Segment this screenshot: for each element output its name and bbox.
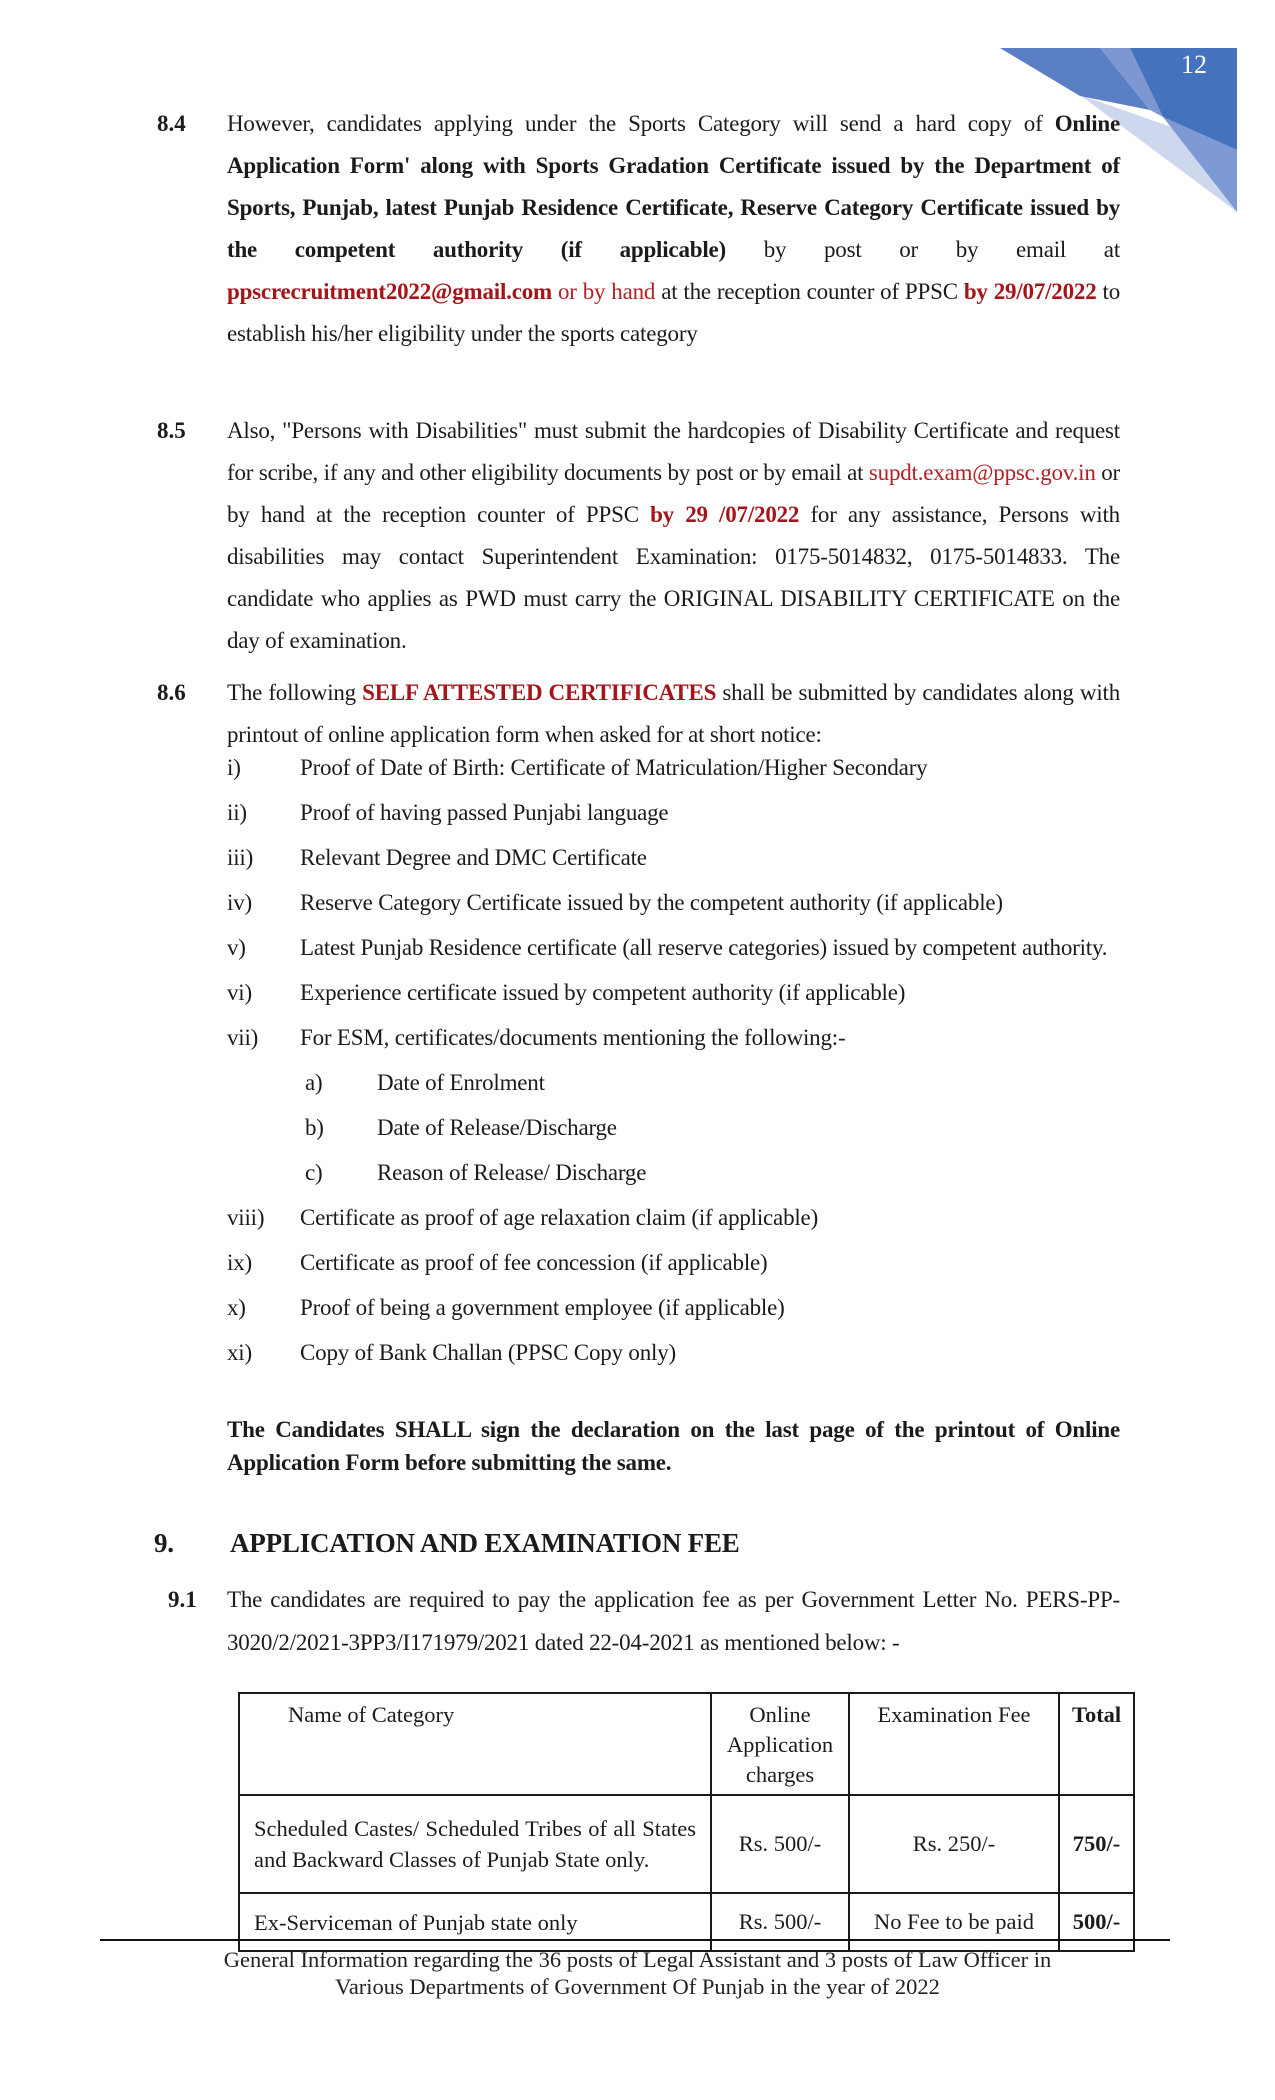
list-item-label: x): [227, 1295, 246, 1320]
cell-exam-fee: No Fee to be paid: [849, 1893, 1059, 1951]
section-8-4-paragraph: [227, 103, 1120, 355]
list-item-text: Proof of having passed Punjabi language: [300, 800, 669, 825]
list-item-text: Experience certificate issued by competent authority (if applicable): [300, 980, 906, 1005]
fee-table-row: [239, 1893, 1134, 1951]
text-run: shall be submitted by candidates along with printout of online application form when asked for at short notice:: [227, 680, 1120, 747]
cell-online-charges: Rs. 500/-: [711, 1795, 849, 1893]
cell-total: 750/-: [1059, 1795, 1134, 1893]
text-run: to establish his/her eligibility under the sports category: [227, 279, 1120, 346]
list-item: [227, 880, 1120, 925]
text-run: However, candidates applying under the Sports Category will send a hard copy of: [227, 111, 1055, 136]
list-item: [227, 1330, 1120, 1375]
section-9-number: 9.: [154, 1528, 174, 1558]
list-item-text: Proof of being a government employee (if applicable): [300, 1295, 785, 1320]
list-item: [227, 745, 1120, 790]
email-address: ppscrecruitment2022@gmail.com: [227, 279, 552, 304]
list-item: [227, 970, 1120, 1015]
text-run: The following: [227, 680, 363, 705]
list-item: [227, 925, 1120, 970]
section-8-6-number: 8.6: [157, 680, 186, 705]
list-item-text: Certificate as proof of fee concession (if applicable): [300, 1250, 768, 1275]
declaration-paragraph: The Candidates SHALL sign the declaration on the last page of the printout of Online Application Form before submitting the same.: [227, 1417, 1120, 1475]
header-online-application-charges: Online Application charges: [711, 1693, 849, 1795]
section-8-4-number: 8.4: [157, 111, 186, 136]
fee-table-row: [239, 1795, 1134, 1893]
list-sub-item: [305, 1105, 1120, 1150]
list-item: [227, 835, 1120, 880]
list-sub-item: [305, 1150, 1120, 1195]
list-item-label: i): [227, 755, 241, 780]
list-item: [227, 1015, 1120, 1060]
cell-total: 500/-: [1059, 1893, 1134, 1951]
fee-table: [238, 1692, 1135, 1952]
list-item-text: Copy of Bank Challan (PPSC Copy only): [300, 1340, 676, 1365]
section-9-1-number: 9.1: [168, 1587, 197, 1612]
list-item-label: c): [305, 1160, 323, 1185]
fee-table-header-row: [239, 1693, 1134, 1795]
list-item-text: Proof of Date of Birth: Certificate of Matriculation/Higher Secondary: [300, 755, 928, 780]
list-item-label: iii): [227, 845, 254, 870]
page-number: 12: [1181, 50, 1207, 79]
list-item-label: viii): [227, 1205, 265, 1230]
text-run-red-bold: SELF ATTESTED CERTIFICATES: [362, 680, 717, 705]
list-item-text: Relevant Degree and DMC Certificate: [300, 845, 647, 870]
section-9-title: APPLICATION AND EXAMINATION FEE: [230, 1528, 740, 1558]
text-run: by post or by email at: [726, 237, 1121, 262]
list-item: [227, 1240, 1120, 1285]
cell-online-charges: Rs. 500/-: [711, 1893, 849, 1951]
list-item-label: a): [305, 1070, 323, 1095]
email-address: supdt.exam@ppsc.gov.in: [868, 460, 1096, 485]
text-run: for any assistance, Persons with disabilities may contact Superintendent Examination: 0175-5014832, 0175-5014833. The candidate who applies as PWD must carry the ORIGINAL DISABILITY CERTIFICATE on the day of examination.: [227, 502, 1120, 653]
header-examination-fee: Examination Fee: [849, 1693, 1059, 1795]
header-name-of-category: Name of Category: [239, 1693, 711, 1795]
text-run-red: or by hand: [551, 279, 656, 304]
list-item-label: ii): [227, 800, 247, 825]
deadline-date: by 29/07/2022: [963, 279, 1097, 304]
list-item: [227, 790, 1120, 835]
text-run-bold: Online Application Form' along with Sports Gradation Certificate issued by the Department of Sports, Punjab, latest Punjab Residence Certificate, Reserve Category Certificate issued by the competent authority (if applicable): [227, 111, 1120, 262]
list-item-label: vii): [227, 1025, 259, 1050]
cell-exam-fee: Rs. 250/-: [849, 1795, 1059, 1893]
list-item-label: ix): [227, 1250, 252, 1275]
cell-category: Ex-Serviceman of Punjab state only: [239, 1893, 711, 1951]
list-item-text: Reason of Release/ Discharge: [377, 1160, 647, 1185]
list-item-text: Reserve Category Certificate issued by the competent authority (if applicable): [300, 890, 1003, 915]
list-item-text: Date of Release/Discharge: [377, 1115, 617, 1140]
deadline-date: by 29 /07/2022: [650, 502, 800, 527]
section-8-6-paragraph: [227, 672, 1120, 756]
list-item-text: Date of Enrolment: [377, 1070, 545, 1095]
list-item: [227, 1285, 1120, 1330]
list-item-label: b): [305, 1115, 324, 1140]
text-run: Also, "Persons with Disabilities" must submit the hardcopies of Disability Certificate and request for scribe, if any and other eligibility documents by post or by email at: [227, 418, 1120, 485]
section-9-heading: [154, 1528, 740, 1559]
section-8-5-paragraph: [227, 410, 1120, 662]
list-sub-item: [305, 1060, 1120, 1105]
header-total: Total: [1059, 1693, 1134, 1795]
section-9-1-paragraph: The candidates are required to pay the application fee as per Government Letter No. PERS-PP-3020/2/2021-3PP3/I171979/2021 dated 22-04-2021 as mentioned below: -: [227, 1587, 1120, 1655]
cell-category: Scheduled Castes/ Scheduled Tribes of all States and Backward Classes of Punjab State only.: [239, 1795, 711, 1893]
list-item-label: iv): [227, 890, 252, 915]
footer-line-1: General Information regarding the 36 posts of Legal Assistant and 3 posts of Law Officer in: [223, 1947, 1052, 1972]
footer-line-2: Various Departments of Government Of Punjab in the year of 2022: [335, 1974, 940, 1999]
certificate-list: [227, 745, 1120, 1375]
footer-divider: [100, 1939, 1170, 1941]
text-run: or by hand at the reception counter of PPSC: [227, 460, 1121, 527]
section-8-5-number: 8.5: [157, 418, 186, 443]
list-item-text: For ESM, certificates/documents mentioning the following:-: [300, 1025, 846, 1050]
page-footer: [0, 1946, 1275, 2000]
text-run: at the reception counter of PPSC: [655, 279, 964, 304]
list-item-text: Certificate as proof of age relaxation claim (if applicable): [300, 1205, 819, 1230]
list-item-label: vi): [227, 980, 252, 1005]
list-item: [227, 1195, 1120, 1240]
list-item-label: v): [227, 935, 246, 960]
list-item-text: Latest Punjab Residence certificate (all reserve categories) issued by competent authority.: [300, 935, 1108, 960]
list-item-label: xi): [227, 1340, 252, 1365]
